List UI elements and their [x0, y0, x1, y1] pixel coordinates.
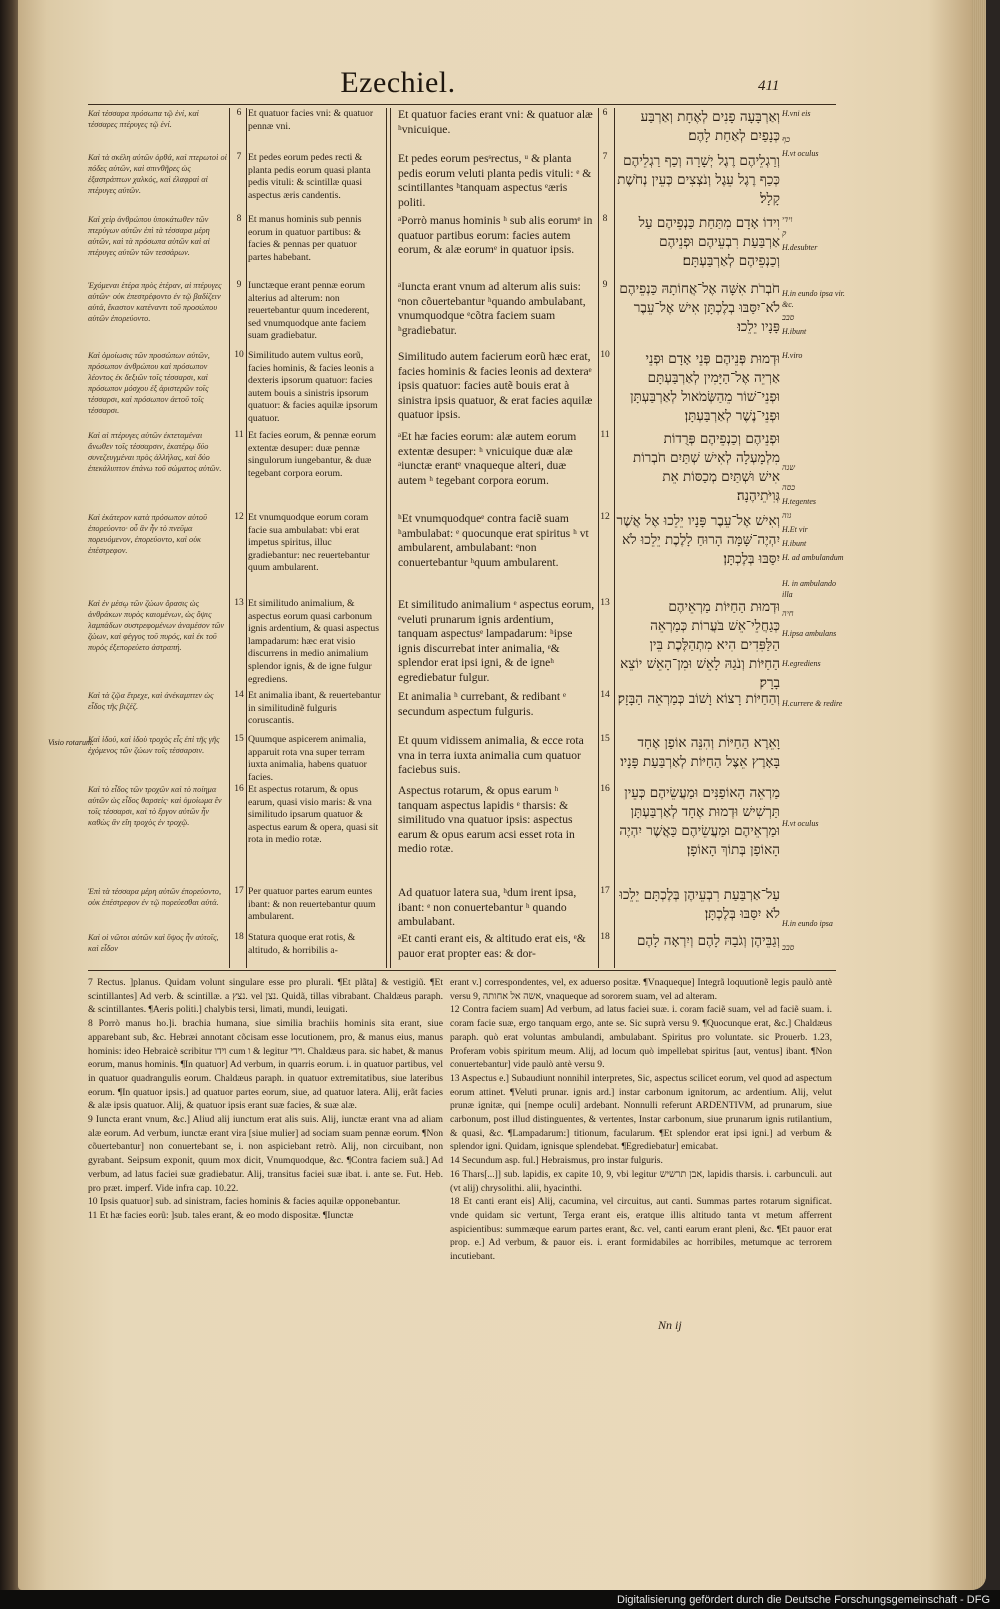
greek-verse: Καὶ τὰ ζῷα ἔτρεχε, καὶ ἀνέκαμπτεν ὡς εἶδος τῆς βιζέζ. — [88, 691, 214, 711]
gloss: H.vt oculus — [782, 819, 819, 828]
verse-number: 14 — [234, 690, 244, 700]
hebrew-verse: וָאֵרֶא הַחַיּוֹת וְהִנֵּה אוֹפַן אֶחָד בָּאָרֶץ אֵצֶל הַחַיּוֹת לְאַרְבַּעַת פָּנָיו׃ — [620, 735, 780, 770]
latin-verse: Et aspectus rotarum, & opus earum, quasi visio maris: & vna similitudo ipsarum quatuor & aspectus earum & opera, quasi sit rota in medio rotæ. — [248, 784, 379, 846]
greek-column — [88, 108, 228, 968]
commentary-note: 11 Et hæ facies eorũ: ]sub. tales erant, & eo modo dispositæ. ¶Iunctæ — [88, 1209, 354, 1221]
column-rule — [614, 108, 615, 968]
hebrew-verse: וְגַבֵּיהֶן וְגֹבַהּ לָהֶם וְיִרְאָה לָהֶם — [636, 933, 780, 949]
gloss: H.desubter — [782, 243, 818, 252]
greek-verse: Καὶ τὰ σκέλη αὐτῶν ὀρθά, καὶ πτερωτοὶ οἱ πόδες αὐτῶν, καὶ σπινθῆρες ὡς ἐξαστράπτων χαλκός, καὶ ἐλαφραὶ αἱ πτέρυγες αὐτῶν. — [88, 153, 227, 195]
verse-number: 7 — [602, 152, 608, 162]
commentary-note: 7 Rectus. ]planus. Quidam volunt singulare esse pro plurali. ¶Et plãta] & vestigiũ. ¶Et scintillantes] Ad verb. & scintillæ. a נצץ. vel נצן. Quidã, tillas vibrabant. Chaldæus paraph. & scintillantes. ¶Aeris politi.] chalybis tersi, limati, mundi, leuigati. — [88, 977, 443, 1016]
footer-bar — [0, 1590, 1000, 1609]
hebrew-verse: וִידוֹ אָדָם מִתַּחַת כַּנְפֵיהֶם עַל אַרְבַּעַת רִבְעֵיהֶם וּפְנֵיהֶם וְכַנְפֵיהֶם לְאַרְבַּעְתָּם׃ — [638, 215, 780, 269]
latin-verse: Per quatuor partes earum euntes ibant: & non reuertebantur quum ambularent. — [248, 886, 376, 923]
verse-number: 13 — [600, 598, 610, 608]
gloss: H.tegentes — [782, 497, 816, 506]
commentary-note: 9 Iuncta erant vnum, &c.] Aliud alij iunctum erat alis suis. Alij, iunctæ erant vna ad aliam alæ eorum. Ad verbum, iunctæ erant vira [siue mulier] ad sociam suam pennæ eorum. ¶Non cõuertebantur] non conuertebant se, i. non aspiciebant retrò. Alij, non circuibant, non gyrabant. Seipsum exponit, quum mox dicit, Vnumquodque, &c. ¶Contra faciem suã.] Ad verbum, ad latus faciei suæ gradiebatur. Alij, transitus faciei suæ ibat. i. ante se. Fut. Heb. pro præt. imperf. Vide infra cap. 10.22. — [88, 1114, 443, 1194]
latin-verse: Statura quoque erat rotis, & altitudo, & horribilis a- — [248, 932, 356, 956]
verse-number: 12 — [234, 512, 244, 522]
greek-verse: Ἐχόμεναι ἑτέρα πρὸς ἑτέραν, αἱ πτέρυγες αὐτῶν· οὐκ ἐπεστρέφοντο ἐν τῷ βαδίζειν αὐτά, ἕκαστον κατέναντι τοῦ προσώπου αὐτῶν ἐπορεύοντο. — [88, 281, 222, 323]
latin-verse: Iunctæque erant pennæ eorum alterius ad alterum: non reuertebantur quum incederent, sed vnumquodque ante faciem suam gradiebatur. — [248, 280, 370, 342]
greek-verse: Ἐπὶ τὰ τέσσαρα μέρη αὐτῶν ἐπορεύοντο, οὐκ ἐπέστρεφον ἐν τῷ πορεύεσθαι αὐτά. — [88, 887, 222, 907]
commentary-note: 13 Aspectus e.] Subaudiunt nonnihil interpretes, Sic, aspectus scilicet eorum, vel quod ad aspectum eorum attinet. ¶Veluti prunar. ignis ard.] instar carbonum ignitorum, ac ardentium. Alij, velut prunæ ignitæ, qui [nempe oculi] ardebant. Nonnulli referunt ARDENTIVM, ad prunarum, siue carbonum, post illud distinguentes, & vertentes, Instar carbonum, siue prunarum ignis rutilantium, & quasi, &c. ¶Lampadarum:] titionum, facularum. ¶Et splendor erat ipsi igni.] ad verbum & splendor igni. Quidam, ignisque splendebat. ¶Egrediebatur] emicabat. — [450, 1072, 832, 1153]
gloss: H.vt oculus — [782, 149, 819, 158]
greek-verse: Καὶ ἰδού, καὶ ἰδοὺ τροχὸς εἷς ἐπὶ τῆς γῆς ἐχόμενος τῶν ζώων τοῖς τέσσαρσιν. — [88, 735, 220, 755]
gloss: וידי — [782, 215, 793, 224]
verse-number: 12 — [600, 512, 610, 522]
gloss: H.Et vir — [782, 525, 808, 534]
column-rule — [229, 108, 230, 968]
latin-verse: Et quatuor facies vni: & quatuor pennæ vni. — [248, 108, 374, 132]
gloss: H.viro — [782, 351, 803, 360]
latin-verse: Et facies eorum, & pennæ eorum extentæ desuper: duæ pennæ singulorum iungebantur, & duæ tegebant corpora eorum. — [248, 430, 377, 479]
greek-verse: Καὶ ἑκάτερον κατὰ πρόσωπον αὐτοῦ ἐπορεύοντο· οὗ ἂν ἦν τὸ πνεῦμα πορευόμενον, ἐπορεύοντο, καὶ οὐκ ἐπέστρεφον. — [88, 513, 207, 555]
verse-number: 17 — [600, 886, 610, 896]
verse-number: 10 — [234, 350, 244, 360]
gloss: H.ibunt — [782, 539, 807, 548]
greek-verse: Καὶ ἐν μέσῳ τῶν ζώων ὅρασις ὡς ἀνθράκων πυρὸς καιομένων, ὡς ὄψις λαμπάδων συστρεφομένων ἀναμέσον τῶν ζώων, καὶ φέγγος τοῦ πυρός, καὶ ἐκ τοῦ πυρὸς ἐξεπορεύετο ἀστραπή. — [88, 599, 225, 652]
latin-verse: Similitudo autem vultus eorũ, facies hominis, & facies leonis a dexteris ipsorum quatuor: facies autem bouis a sinistris ipsorum quatuor: & facies aquilæ ipsorum quatuor. — [248, 350, 378, 424]
greek-verse: Καὶ τὸ εἶδος τῶν τροχῶν καὶ τὸ ποίημα αὐτῶν ὡς εἶδος θαρσείς· καὶ ὁμοίωμα ἓν τοῖς τέσσαρσι, καὶ τὸ ἔργον αὐτῶν ἦν καθὼς ἂν εἴη τροχὸς ἐν τροχῷ. — [88, 785, 222, 827]
book-page — [18, 0, 986, 1590]
hebrew-verse: מַרְאֵה הָאוֹפַנִּים וּמַעֲשֵׂיהֶם כְּעֵין תַּרְשִׁישׁ וּדְמוּת אֶחָד לְאַרְבַּעְתָּן וּמַרְאֵיהֶם וּמַעֲשֵׂיהֶם כַּאֲשֶׁר יִהְיֶה הָאוֹפַן בְּתוֹךְ הָאוֹפָן׃ — [619, 785, 780, 858]
latin-verse: Et animalia ibant, & reuertebantur in similitudinẽ fulguris coruscantis. — [248, 690, 381, 727]
latin-verse: Et vnumquodque eorum coram facie sua ambulabat: vbi erat impetus spiritus, illuc gradiebantur: nec reuertebantur quum ambularent. — [248, 512, 370, 574]
latin-verse: ʰEt vnumquodqueᵉ contra faciẽ suam ʰambulabat: ᵉ quocunque erat spiritus ʰ vt ambularent, ambulabant: ᵉnon conuertebantur ʰquum ambularent. — [398, 512, 589, 569]
gloss: כסה — [782, 483, 796, 492]
running-title: Ezechiel. — [340, 66, 456, 99]
gloss-column — [782, 108, 846, 968]
greek-verse: Καὶ αἱ πτέρυγες αὐτῶν ἐκτεταμέναι ἄνωθεν τοῖς τέσσαρσιν, ἑκατέρῳ δύο συνεζευγμέναι πρὸς ἀλλήλας, καὶ δύο ἐπεκάλυπτον ἐπάνω τοῦ σώματος αὐτῶν. — [88, 431, 222, 473]
latin-verse: Aspectus rotarum, & opus earum ʰ tanquam aspectus lapidis ᵉ tharsis: & similitudo vna quatuor ipsis: aspectus earum & opus earum acsi esset rota in medio rotæ. — [398, 784, 575, 856]
column-rule — [386, 108, 391, 968]
latin-verse: Et pedes eorum pedes recti & planta pedis eorum quasi planta pedis vituli: & scintillæ quasi aspectus æris candentis. — [248, 152, 371, 201]
verse-number: 6 — [602, 108, 608, 118]
gloss: שנה — [782, 463, 795, 472]
hebrew-verse: וְהַחַיּוֹת רָצוֹא וָשׁוֹב כְּמַרְאֵה הַבָּזָק׃ — [617, 691, 780, 707]
latin-verse: Ad quatuor latera sua, ʰdum irent ipsa, ibant: ᵉ non conuertebantur ʰ quando ambulabant. — [398, 886, 577, 929]
gloss: סבב — [782, 313, 795, 322]
hebrew-verse: עַל־אַרְבַּעַת רִבְעֵיהֶן בְּלֶכְתָּם יֵלֵכוּ לֹא יִסַּבּוּ בְּלֶכְתָּן׃ — [619, 887, 780, 922]
commentary-note: 10 Ipsis quatuor] sub. ad sinistram, facies hominis & facies aquilæ opponebantur. — [88, 1196, 401, 1208]
hebrew-verse: וּפְנֵיהֶם וְכַנְפֵיהֶם פְּרֻדוֹת מִלְמָעְלָה לְאִישׁ שְׁתַּיִם חֹבְרוֹת אִישׁ וּשְׁתַּיִם מְכַסּוֹת אֵת גְּוִיֹּתֵיהֶנָה׃ — [633, 431, 780, 504]
gloss: H. in ambulando illa — [782, 579, 836, 599]
gloss: H. ad ambulandum — [782, 553, 844, 562]
latin-verse: ᵃEt hæ facies eorum: alæ autem eorum extentæ desuper: ʰ vnicuique duæ alæ ᵃiunctæ erantᵉ vnaqueque alteri, duæ autem ʰ tegebant corpora eorum. — [398, 430, 577, 487]
verse-number: 15 — [234, 734, 244, 744]
commentary-note: 16 Thars[...]] sub. lapidis, ex capite 10, 9, vbi legitur אבן תרשיש, lapidis tharsis. i. carbunculi. aut (vt alij) chrysolithi. alii, hyacinthi. — [450, 1168, 833, 1194]
verse-number: 6 — [236, 108, 242, 118]
hebrew-verse: וּדְמוּת פְּנֵיהֶם פְּנֵי אָדָם וּפְנֵי אַרְיֵה אֶל־הַיָּמִין לְאַרְבַּעְתָּם וּפְנֵי־שׁוֹר מֵהַשְּׂמֹאול לְאַרְבַּעְתָּן וּפְנֵי־נֶשֶׁר לְאַרְבַּעְתָּן׃ — [630, 351, 780, 424]
margin-note: Visio rotarum. — [48, 738, 94, 747]
commentary-left — [88, 976, 443, 1223]
verse-number: 16 — [600, 784, 610, 794]
greek-verse: Καὶ τέσσαρα πρόσωπα τῷ ἑνί, καὶ τέσσαρες πτέρυγες τῷ ἑνί. — [88, 109, 199, 129]
greek-verse: Καὶ ὁμοίωσις τῶν προσώπων αὐτῶν, πρόσωπον ἀνθρώπου καὶ πρόσωπον λέοντος ἐκ δεξιῶν τοῖς τέσσαρσι, καὶ πρόσωπον μόσχου ἐξ ἀριστερῶν τοῖς τέσσαρσι, καὶ πρόσωπον ἀετοῦ τοῖς τέσσαρσι. — [88, 351, 210, 415]
gloss: חיה — [782, 609, 794, 618]
verse-number: 17 — [234, 886, 244, 896]
latin-verse: Similitudo autem facierum eorũ hæc erat, facies hominis & facies leonis ad dexteraᵉ ipsis quatuor: facies autẽ bouis erat à sinistra ipsis quatuor, & erat facies aquilæ quatuor ipsis. — [398, 350, 593, 422]
latin-verse: Et manus hominis sub pennis eorum in quatuor partibus: & facies & pennas per quatuor partes habebant. — [248, 214, 362, 263]
verse-number: 7 — [236, 152, 242, 162]
gloss: H.ipsa ambulans — [782, 629, 837, 638]
verse-number: 8 — [602, 214, 608, 224]
gloss: גוה — [782, 511, 792, 520]
latin-verse: Quumque aspicerem animalia, apparuit rota vna super terram iuxta animalia, habens quatuor facies. — [248, 734, 367, 783]
gloss: H.ibunt — [782, 327, 807, 336]
commentary-note: 18 Et canti erant eis] Alij, cacumina, vel circuitus, aut canti. Summas partes rotarum significat. vnde quidam sic vertunt, Terga erant eis, eratque illis altitudo tanta vt metum afferrent aspicientibus: summæque earum partes erant, &c. vel, canti earum erant pleni, &c. ¶Et pauor erat prop. e.] Ad verbum, & pauor eis. i. erant formidabiles ac horribiles, metumque ac terrorem incutiebant. — [450, 1196, 832, 1263]
verse-number: 15 — [600, 734, 610, 744]
page-number: 411 — [758, 78, 780, 94]
footer-credit: Digitalisierung gefördert durch die Deutsche Forschungsgemeinschaft - DFG — [617, 1594, 990, 1606]
commentary-right — [450, 976, 832, 1264]
verse-number: 18 — [234, 932, 244, 942]
latin-verse: ᵃPorrò manus hominis ʰ sub alis eorumᵉ in quatuor partibus eorum: facies autem eorum, & alæ eorumᵉ in quatuor ipsis. — [398, 214, 593, 257]
latin-vulgate-column — [248, 108, 382, 968]
verse-number: 9 — [602, 280, 608, 290]
latin-verse: Et pedes eorum pesˢrectus, ᵘ & planta pedis eorum veluti planta pedis vituli: ᵉ & scintillantes ʰtanquam aspectus ᵉæris politi. — [398, 152, 592, 209]
hebrew-verse: וְאִישׁ אֶל־עֵבֶר פָּנָיו יֵלֵכוּ אֶל אֲשֶׁר יִהְיֶה־שָּׁמָּה הָרוּחַ לָלֶכֶת יֵלֵכוּ לֹא יִסַּבּוּ בְּלֶכְתָּן׃ — [616, 513, 780, 567]
hebrew-verse: וְרַגְלֵיהֶם רֶגֶל יְשָׁרָה וְכַף רַגְלֵיהֶם כְּכַף רֶגֶל עֵגֶל וְנֹצְצִים כְּעֵין נְחֹשֶׁת קָלָל׃ — [617, 153, 780, 207]
greek-verse: Καὶ οἱ νῶτοι αὐτῶν καὶ ὕψος ἦν αὐτοῖς, καὶ εἶδον — [88, 933, 219, 953]
verse-number: 11 — [600, 430, 610, 440]
verse-number: 13 — [234, 598, 244, 608]
verse-number: 18 — [600, 932, 610, 942]
commentary-note: 8 Porrò manus ho.]i. brachia humana, siue similia brachiis hominis sita erant, siue apparebant sub, &c. Hebræi annotant cõcisam esse locutionem, pro, & manus eius, manus hominis: ideo Hebraicè scribitur וידו cum ו & legitur וידי. Chaldæus para. sic habet, & manus eorum, manus hominis. ¶In quatuor] Ad verbum, in quarris eorum. i. in quatuor partibus, vel in quatuor quadrangulis eorum. Chaldæus paraph. in quatuor extremitatibus, siue lateribus eorum. ¶In quatuor ipsis.] ad quatuor partes eorum, siue, ad quatuor latera. Alij, erãt facies & alæ ipsis quatuor. Alij, & quatuor ipsis erant suæ facies, & suæ alæ. — [88, 1018, 443, 1112]
verse-number: 8 — [236, 214, 242, 224]
gloss: H.vni eis — [782, 109, 811, 118]
verse-number: 10 — [600, 350, 610, 360]
greek-verse: Καὶ χεὶρ ἀνθρώπου ὑποκάτωθεν τῶν πτερύγων αὐτῶν ἐπὶ τὰ τέσσαρα μέρη αὐτῶν, καὶ τὰ πρόσωπα αὐτῶν καὶ αἱ πτέρυγες αὐτῶν τῶν τεσσάρων. — [88, 215, 210, 257]
latin-verse: ᵃIuncta erant vnum ad alterum alis suis: ᵉnon cõuertebantur ʰquando ambulabant, vnumquodque ᵉcõtra faciem suam ʰgradiebatur. — [398, 280, 586, 337]
commentary-note: 14 Secundum asp. ful.] Hebraismus, pro instar fulguris. — [450, 1155, 663, 1167]
commentary-note: 12 Contra faciem suam] Ad verbum, ad latus faciei suæ. i. coram faciẽ suam, vel ad faciẽ suam. i. coram facie suæ, ergo tanquam ergo, ante se. Sic suprà versu 9. ¶Quocunque erat, &c.] Chaldæus paraph. quò erat voluntas ambulandi, ambulabant. Spiritus pro voluntate. sic Prouerb. 1.23, Proferam vobis spiritum meum. Alij, ad locum quò impellebat spiritus [aut, ventus] ibant. ¶Non conuertebantur] vide paulò antè versu 9. — [450, 1004, 832, 1071]
latin-verse: Et similitudo animalium, & aspectus eorum quasi carbonum ignis ardentium, & quasi aspectus lampadarum: hæc erat visio discurrens in medio animalium splendor ignis, & de igne fulgur egrediens. — [248, 598, 380, 685]
gloss: H.egrediens — [782, 659, 821, 668]
gloss: ק — [782, 229, 787, 238]
gloss: H.in eundo ipsa vir. &c. — [782, 289, 845, 309]
hebrew-verse: חֹבְרֹת אִשָּׁה אֶל־אֲחוֹתָהּ כַּנְפֵיהֶם לֹא־יִסַּבּוּ בְלֶכְתָּן אִישׁ אֶל־עֵבֶר פָּנָיו יֵלֵכוּ׃ — [619, 281, 780, 335]
verse-number: 16 — [234, 784, 244, 794]
notes-rule — [88, 970, 836, 971]
latin-verse: Et quatuor facies erant vni: & quatuor alæ ʰvnicuique. — [398, 108, 593, 136]
hebrew-verse-number-column — [598, 108, 614, 968]
signature-mark: Nn ij — [658, 1318, 682, 1332]
page-edges — [972, 0, 986, 1590]
latin-translation-column — [398, 108, 596, 968]
gloss: H.currere & redire — [782, 699, 843, 708]
hebrew-verse: וְאַרְבָּעָה פָנִים לְאֶחָת וְאַרְבַּע כְּנָפַיִם לְאַחַת לָהֶם׃ — [640, 109, 780, 144]
verse-number: 11 — [234, 430, 244, 440]
hebrew-verse: וּדְמוּת הַחַיּוֹת מַרְאֵיהֶם כְּגַחֲלֵי־אֵשׁ בֹּעֲרוֹת כְּמַרְאֵה הַלַּפִּדִים הִיא מִתְהַלֶּכֶת בֵּין הַחַיּוֹת וְנֹגַהּ לָאֵשׁ וּמִן־הָאֵשׁ יוֹצֵא בָרָק׃ — [620, 599, 780, 691]
gloss: H.in eundo ipsa — [782, 919, 833, 928]
gloss: סבב — [782, 943, 795, 952]
hebrew-column — [616, 108, 780, 968]
verse-number: 9 — [236, 280, 242, 290]
verse-number: 14 — [600, 690, 610, 700]
header-rule — [88, 104, 836, 105]
latin-verse: ᵃEt canti erant eis, & altitudo erat eis, ᵉ& pauor erat propter eas: & dor- — [398, 932, 586, 960]
latin-verse: Et similitudo animalium ᵉ aspectus eorum, ᵉveluti prunarum ignis ardentium, tanquam aspectusᵉ lampadarum: ʰipse ignis discurrebat inter animalia, ᵉ& splendor erat ipsi igni, & de igneʰ egrediebatur fulgur. — [398, 598, 595, 684]
latin-verse: Et quum vidissem animalia, & ecce rota vna in terra iuxta animalia cum quatuor faciebus suis. — [398, 734, 584, 777]
gloss: כף — [782, 135, 791, 144]
commentary-note: erant v.] correspondentes, vel, ex aduerso positæ. ¶Vnaqueque] Integrã loquutionẽ legis paulò antè versu 9, אשה אל אחותה, vnaqueque ad sororem suam, vel ad alteram. — [450, 977, 832, 1002]
latin-verse: Et animalia ʰ currebant, & redibant ᵉ secundum aspectum fulguris. — [398, 690, 566, 718]
